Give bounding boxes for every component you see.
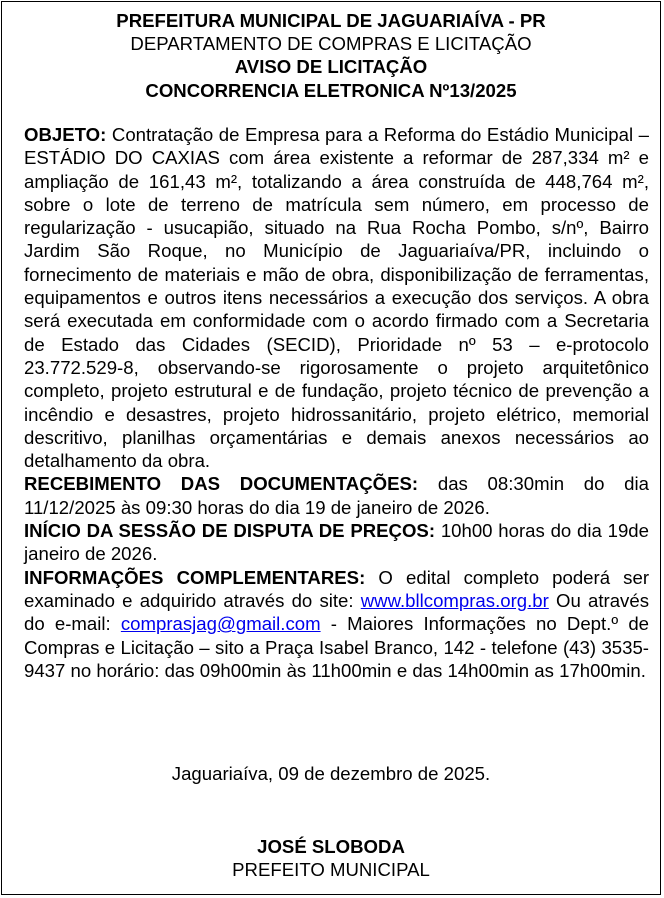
inicio-text: 10h00 horas do dia 19de janeiro de 2026.	[24, 520, 649, 565]
notice-frame	[1, 1, 661, 895]
notice-body	[24, 123, 649, 682]
department-title: DEPARTAMENTO DE COMPRAS E LICITAÇÃO	[130, 33, 532, 55]
notice-date: Jaguariaíva, 09 de dezembro de 2025.	[171, 763, 491, 784]
municipality-title: PREFEITURA MUNICIPAL DE JAGUARIAÍVA - PR	[116, 10, 546, 31]
recebimento-text: das 08:30min do dia 11/12/2025 às 09:30 horas do dia 19 de janeiro de 2026.	[24, 473, 649, 518]
informacoes-text-3: - Maiores Informações no Dept.º de Compras e Licitação – sito a Praça Isabel Branco, 142 - telefone (43) 3535-9437 no horário: das 09h00min às 11h00min e das 14h00min as 17h00min.	[24, 613, 650, 681]
site-link[interactable]: www.bllcompras.org.br	[360, 589, 549, 611]
informacoes-text-2: Ou através do e-mail:	[24, 589, 649, 635]
email-link[interactable]: comprasjag@gmail.com	[120, 613, 321, 635]
notice-header	[2, 9, 660, 102]
objeto-paragraph	[24, 123, 649, 472]
signature-block	[2, 835, 660, 881]
signatory-title: PREFEITO MUNICIPAL	[232, 859, 430, 881]
signatory-name: JOSÉ SLOBODA	[257, 836, 405, 857]
informacoes-label: INFORMAÇÕES COMPLEMENTARES:	[24, 566, 366, 588]
recebimento-label: RECEBIMENTO DAS DOCUMENTAÇÕES:	[24, 473, 419, 495]
objeto-label: OBJETO:	[24, 124, 107, 145]
objeto-text: Contratação de Empresa para a Reforma do Estádio Municipal – ESTÁDIO DO CAXIAS com área existente a reformar de 287,334 m² e ampliação de 161,43 m², totalizando a área construída de 448,764 m², sobre o lote de terreno de matrícula sem número, em processo de regularização - usucapião, situado na Rua Rocha Pombo, s/nº, Bairro Jardim São Roque, no Município de Jaguariaíva/PR, incluindo o fornecimento de materiais e mão de obra, disponibilização de ferramentas, equipamentos e outros itens necessários a execução dos serviços. A obra será executada em conformidade com o acordo firmado com a Secretaria de Estado das Cidades (SECID), Prioridade nº 53 – e-protocolo 23.772.529-8, observando-se rigorosamente o projeto arquitetônico completo, projeto estrutural e de fundação, projeto técnico de prevenção a incêndio e desastres, projeto hidrossanitário, projeto elétrico, memorial descritivo, planilhas orçamentárias e demais anexos necessários ao detalhamento da obra.	[24, 124, 649, 472]
notice-title: AVISO DE LICITAÇÃO	[234, 56, 428, 78]
inicio-label: INÍCIO DA SESSÃO DE DISPUTA DE PREÇOS:	[24, 520, 436, 542]
informacoes-paragraph	[24, 566, 649, 682]
tender-number: CONCORRENCIA ELETRONICA Nº13/2025	[145, 79, 517, 101]
informacoes-text-1: O edital completo poderá ser examinado e adquirido através do site:	[24, 566, 650, 611]
inicio-paragraph	[24, 519, 649, 566]
recebimento-paragraph	[24, 472, 649, 519]
